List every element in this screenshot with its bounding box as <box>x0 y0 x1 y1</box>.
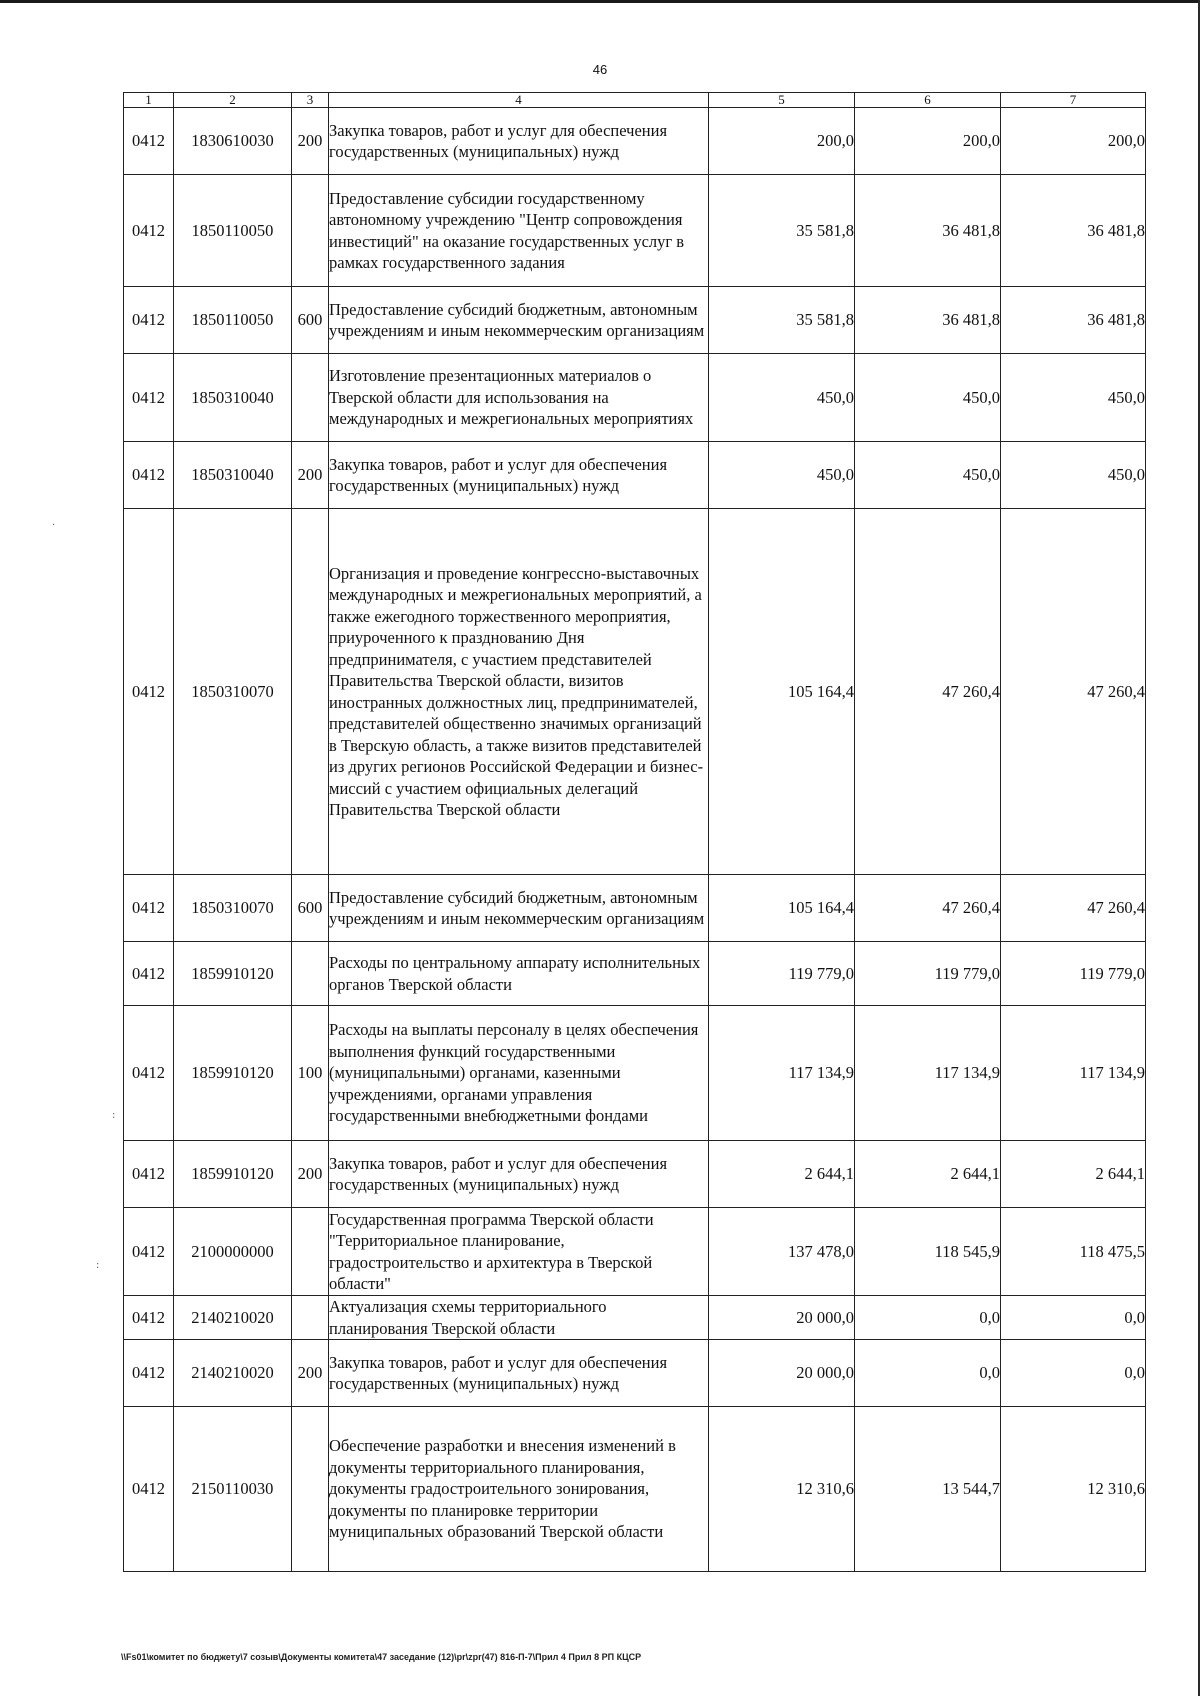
header-cell-5: 5 <box>709 93 855 108</box>
cell-section: 0412 <box>124 108 174 175</box>
cell-value-col6: 117 134,9 <box>855 1006 1001 1141</box>
table-row <box>124 175 1146 287</box>
cell-value-col5: 450,0 <box>709 442 855 509</box>
table-row <box>124 442 1146 509</box>
cell-value-col7: 119 779,0 <box>1001 942 1146 1006</box>
cell-target-code: 2140210020 <box>174 1340 292 1407</box>
cell-expense-type: 100 <box>292 1006 329 1141</box>
cell-expense-type <box>292 354 329 442</box>
cell-expense-type: 200 <box>292 108 329 175</box>
cell-value-col6: 450,0 <box>855 442 1001 509</box>
cell-value-col5: 12 310,6 <box>709 1407 855 1572</box>
cell-section: 0412 <box>124 442 174 509</box>
header-cell-3: 3 <box>292 93 329 108</box>
cell-target-code: 2100000000 <box>174 1208 292 1296</box>
cell-target-code: 1850310070 <box>174 509 292 875</box>
cell-name: Изготовление презентационных материалов о Тверской области для использования на международных и межрегиональных мероприятиях <box>329 354 709 442</box>
cell-value-col5: 35 581,8 <box>709 175 855 287</box>
cell-name: Обеспечение разработки и внесения изменений в документы территориального планирования, документы градостроительного зонирования, документы по планировке территории муниципальных образований Тверской области <box>329 1407 709 1572</box>
table-row <box>124 875 1146 942</box>
page-number: 46 <box>592 62 608 77</box>
table-row <box>124 942 1146 1006</box>
cell-expense-type <box>292 1208 329 1296</box>
table-row <box>124 1407 1146 1572</box>
cell-name: Закупка товаров, работ и услуг для обеспечения государственных (муниципальных) нужд <box>329 108 709 175</box>
cell-value-col5: 2 644,1 <box>709 1141 855 1208</box>
cell-value-col6: 36 481,8 <box>855 175 1001 287</box>
cell-value-col6: 200,0 <box>855 108 1001 175</box>
cell-value-col5: 119 779,0 <box>709 942 855 1006</box>
cell-value-col6: 2 644,1 <box>855 1141 1001 1208</box>
cell-name: Закупка товаров, работ и услуг для обеспечения государственных (муниципальных) нужд <box>329 1340 709 1407</box>
header-cell-4: 4 <box>329 93 709 108</box>
cell-value-col7: 36 481,8 <box>1001 175 1146 287</box>
cell-section: 0412 <box>124 509 174 875</box>
cell-value-col5: 200,0 <box>709 108 855 175</box>
header-cell-7: 7 <box>1001 93 1146 108</box>
scan-artifact: · <box>52 520 56 531</box>
cell-expense-type: 200 <box>292 1141 329 1208</box>
cell-value-col6: 47 260,4 <box>855 509 1001 875</box>
cell-section: 0412 <box>124 175 174 287</box>
scan-top-edge <box>0 0 1200 3</box>
cell-value-col7: 117 134,9 <box>1001 1006 1146 1141</box>
table-row <box>124 1208 1146 1296</box>
cell-name: Предоставление субсидий бюджетным, автономным учреждениям и иным некоммерческим организациям <box>329 287 709 354</box>
cell-target-code: 1859910120 <box>174 1006 292 1141</box>
cell-value-col6: 13 544,7 <box>855 1407 1001 1572</box>
cell-value-col7: 450,0 <box>1001 442 1146 509</box>
cell-value-col7: 450,0 <box>1001 354 1146 442</box>
cell-expense-type <box>292 1296 329 1340</box>
table-body <box>124 108 1146 1572</box>
cell-name: Расходы на выплаты персоналу в целях обеспечения выполнения функций государственными (муниципальными) органами, казенными учреждениями, органами управления государственными внебюджетными фондами <box>329 1006 709 1141</box>
cell-name: Закупка товаров, работ и услуг для обеспечения государственных (муниципальных) нужд <box>329 442 709 509</box>
table-row <box>124 509 1146 875</box>
header-cell-1: 1 <box>124 93 174 108</box>
cell-expense-type <box>292 509 329 875</box>
cell-value-col5: 105 164,4 <box>709 875 855 942</box>
cell-expense-type <box>292 942 329 1006</box>
cell-section: 0412 <box>124 1006 174 1141</box>
cell-value-col7: 12 310,6 <box>1001 1407 1146 1572</box>
cell-expense-type: 200 <box>292 442 329 509</box>
cell-target-code: 1830610030 <box>174 108 292 175</box>
table-row <box>124 1141 1146 1208</box>
cell-expense-type: 600 <box>292 287 329 354</box>
cell-target-code: 1859910120 <box>174 1141 292 1208</box>
cell-value-col5: 117 134,9 <box>709 1006 855 1141</box>
cell-value-col5: 105 164,4 <box>709 509 855 875</box>
cell-section: 0412 <box>124 1340 174 1407</box>
table-row <box>124 108 1146 175</box>
cell-value-col6: 0,0 <box>855 1296 1001 1340</box>
cell-name: Предоставление субсидии государственному автономному учреждению "Центр сопровождения инвестиций" на оказание государственных услуг в рамках государственного задания <box>329 175 709 287</box>
file-path-footer: \\Fs01\комитет по бюджету\7 созыв\Документы комитета\47 заседание (12)\pr\zpr(47) 816-П-7\Прил 4 Прил 8 РП КЦСР <box>121 1652 642 1662</box>
table-row <box>124 354 1146 442</box>
cell-value-col5: 450,0 <box>709 354 855 442</box>
cell-name: Организация и проведение конгрессно-выставочных международных и межрегиональных мероприятий, а также ежегодного торжественного мероприятия, приуроченного к празднованию Дня предпринимателя, с участием представителей Правительства Тверской области, визитов иностранных должностных лиц, предпринимателей, представителей общественно значимых организаций в Тверскую область, а также визитов представителей из других регионов Российской Федерации и бизнес-миссий с участием официальных делегаций Правительства Тверской области <box>329 509 709 875</box>
cell-target-code: 1850310040 <box>174 442 292 509</box>
cell-expense-type <box>292 175 329 287</box>
cell-expense-type: 600 <box>292 875 329 942</box>
cell-name: Предоставление субсидий бюджетным, автономным учреждениям и иным некоммерческим организациям <box>329 875 709 942</box>
cell-value-col6: 118 545,9 <box>855 1208 1001 1296</box>
cell-value-col6: 119 779,0 <box>855 942 1001 1006</box>
cell-expense-type: 200 <box>292 1340 329 1407</box>
cell-expense-type <box>292 1407 329 1572</box>
cell-target-code: 2140210020 <box>174 1296 292 1340</box>
cell-value-col6: 47 260,4 <box>855 875 1001 942</box>
cell-value-col7: 200,0 <box>1001 108 1146 175</box>
budget-table <box>123 92 1146 1572</box>
cell-value-col5: 20 000,0 <box>709 1340 855 1407</box>
scan-artifact: : <box>96 1260 100 1271</box>
table-row <box>124 287 1146 354</box>
cell-name: Государственная программа Тверской области "Территориальное планирование, градостроительство и архитектура в Тверской области" <box>329 1208 709 1296</box>
cell-value-col7: 0,0 <box>1001 1340 1146 1407</box>
cell-value-col6: 36 481,8 <box>855 287 1001 354</box>
cell-section: 0412 <box>124 1296 174 1340</box>
cell-section: 0412 <box>124 354 174 442</box>
cell-value-col6: 450,0 <box>855 354 1001 442</box>
cell-section: 0412 <box>124 287 174 354</box>
cell-name: Актуализация схемы территориального планирования Тверской области <box>329 1296 709 1340</box>
cell-value-col7: 47 260,4 <box>1001 875 1146 942</box>
cell-section: 0412 <box>124 1208 174 1296</box>
cell-target-code: 2150110030 <box>174 1407 292 1572</box>
cell-target-code: 1859910120 <box>174 942 292 1006</box>
header-row <box>124 93 1146 108</box>
header-cell-2: 2 <box>174 93 292 108</box>
cell-section: 0412 <box>124 942 174 1006</box>
cell-name: Закупка товаров, работ и услуг для обеспечения государственных (муниципальных) нужд <box>329 1141 709 1208</box>
cell-value-col7: 2 644,1 <box>1001 1141 1146 1208</box>
cell-value-col5: 137 478,0 <box>709 1208 855 1296</box>
cell-value-col5: 35 581,8 <box>709 287 855 354</box>
cell-value-col7: 36 481,8 <box>1001 287 1146 354</box>
scan-artifact: : <box>112 1110 116 1121</box>
table-row <box>124 1340 1146 1407</box>
cell-section: 0412 <box>124 875 174 942</box>
cell-target-code: 1850310040 <box>174 354 292 442</box>
cell-target-code: 1850110050 <box>174 287 292 354</box>
table-row <box>124 1006 1146 1141</box>
table-row <box>124 1296 1146 1340</box>
cell-value-col5: 20 000,0 <box>709 1296 855 1340</box>
cell-value-col7: 47 260,4 <box>1001 509 1146 875</box>
cell-value-col6: 0,0 <box>855 1340 1001 1407</box>
cell-section: 0412 <box>124 1141 174 1208</box>
cell-section: 0412 <box>124 1407 174 1572</box>
cell-value-col7: 118 475,5 <box>1001 1208 1146 1296</box>
header-cell-6: 6 <box>855 93 1001 108</box>
cell-target-code: 1850310070 <box>174 875 292 942</box>
cell-target-code: 1850110050 <box>174 175 292 287</box>
cell-name: Расходы по центральному аппарату исполнительных органов Тверской области <box>329 942 709 1006</box>
cell-value-col7: 0,0 <box>1001 1296 1146 1340</box>
